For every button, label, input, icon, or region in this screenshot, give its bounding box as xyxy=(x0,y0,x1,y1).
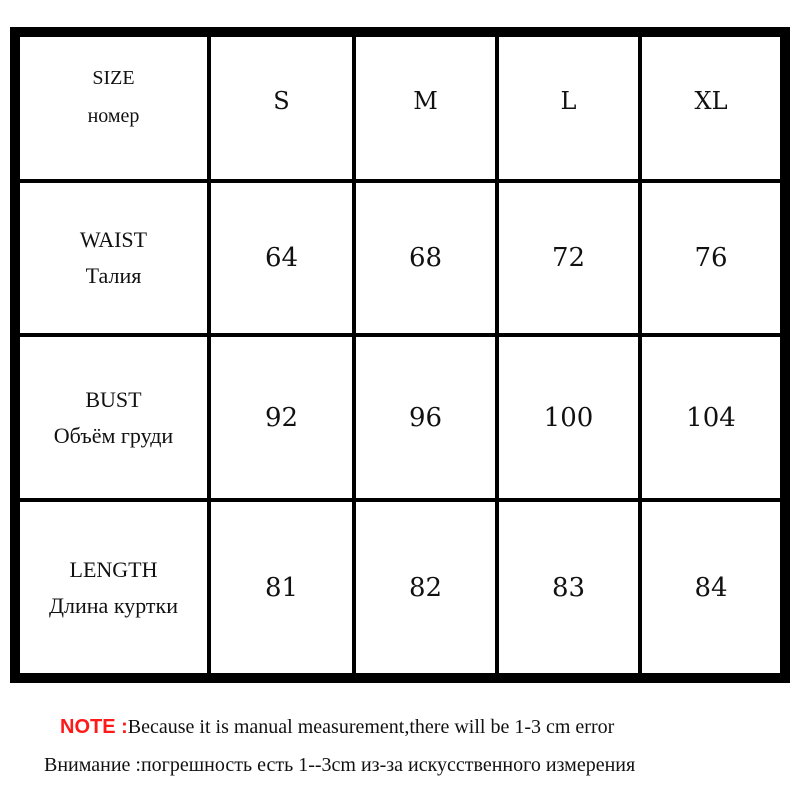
note-english xyxy=(60,716,614,739)
measurement-cell xyxy=(499,337,638,498)
size-label: M xyxy=(413,87,438,115)
measurement-cell xyxy=(356,502,495,673)
measurement-value: 72 xyxy=(551,243,586,273)
row-label-text: WAIST xyxy=(79,227,148,252)
measurement-value: 83 xyxy=(551,572,586,603)
size-header-cell xyxy=(642,37,780,179)
row-label-cell xyxy=(20,183,207,333)
note-russian: Внимание :погрешность есть 1--3cm из-за искусственного измерения xyxy=(44,754,636,776)
row-label-text: Талия xyxy=(85,263,142,288)
measurement-value: 96 xyxy=(408,402,443,433)
size-chart-table xyxy=(10,27,790,683)
row-label-text: BUST xyxy=(85,386,142,412)
row-label-text: Объём груди xyxy=(53,422,174,448)
measurement-value: 76 xyxy=(694,243,728,273)
measurement-cell xyxy=(356,183,495,333)
row-label-cell xyxy=(20,502,207,673)
size-header-cell xyxy=(499,37,638,179)
measurement-cell xyxy=(356,337,495,498)
note-prefix: NOTE : xyxy=(60,716,128,738)
measurement-value: 92 xyxy=(264,402,299,433)
measurement-value: 68 xyxy=(408,243,443,273)
measurement-cell xyxy=(499,502,638,673)
measurement-value: 104 xyxy=(686,402,736,433)
measurement-value: 84 xyxy=(694,572,728,603)
row-label-text: LENGTH xyxy=(69,556,158,582)
size-label: L xyxy=(560,87,577,115)
measurement-value: 64 xyxy=(264,243,299,273)
measurement-value: 81 xyxy=(264,572,299,603)
row-label-text: SIZE xyxy=(92,67,135,89)
measurement-cell xyxy=(642,337,780,498)
measurement-cell xyxy=(642,502,780,673)
size-header-cell xyxy=(211,37,352,179)
measurement-cell xyxy=(211,337,352,498)
row-label-text: номер xyxy=(87,105,140,127)
measurement-cell xyxy=(211,502,352,673)
measurement-cell xyxy=(499,183,638,333)
measurement-value: 100 xyxy=(543,402,594,433)
header-label-cell xyxy=(20,37,207,179)
row-label-cell xyxy=(20,337,207,498)
row-label-text: Длина куртки xyxy=(49,592,178,618)
measurement-value: 82 xyxy=(408,572,443,603)
size-label: S xyxy=(273,87,290,115)
measurement-cell xyxy=(211,183,352,333)
measurement-cell xyxy=(642,183,780,333)
size-label: XL xyxy=(694,87,728,115)
note-english-text: Because it is manual measurement,there will be 1-3 cm error xyxy=(127,716,615,738)
size-header-cell xyxy=(356,37,495,179)
